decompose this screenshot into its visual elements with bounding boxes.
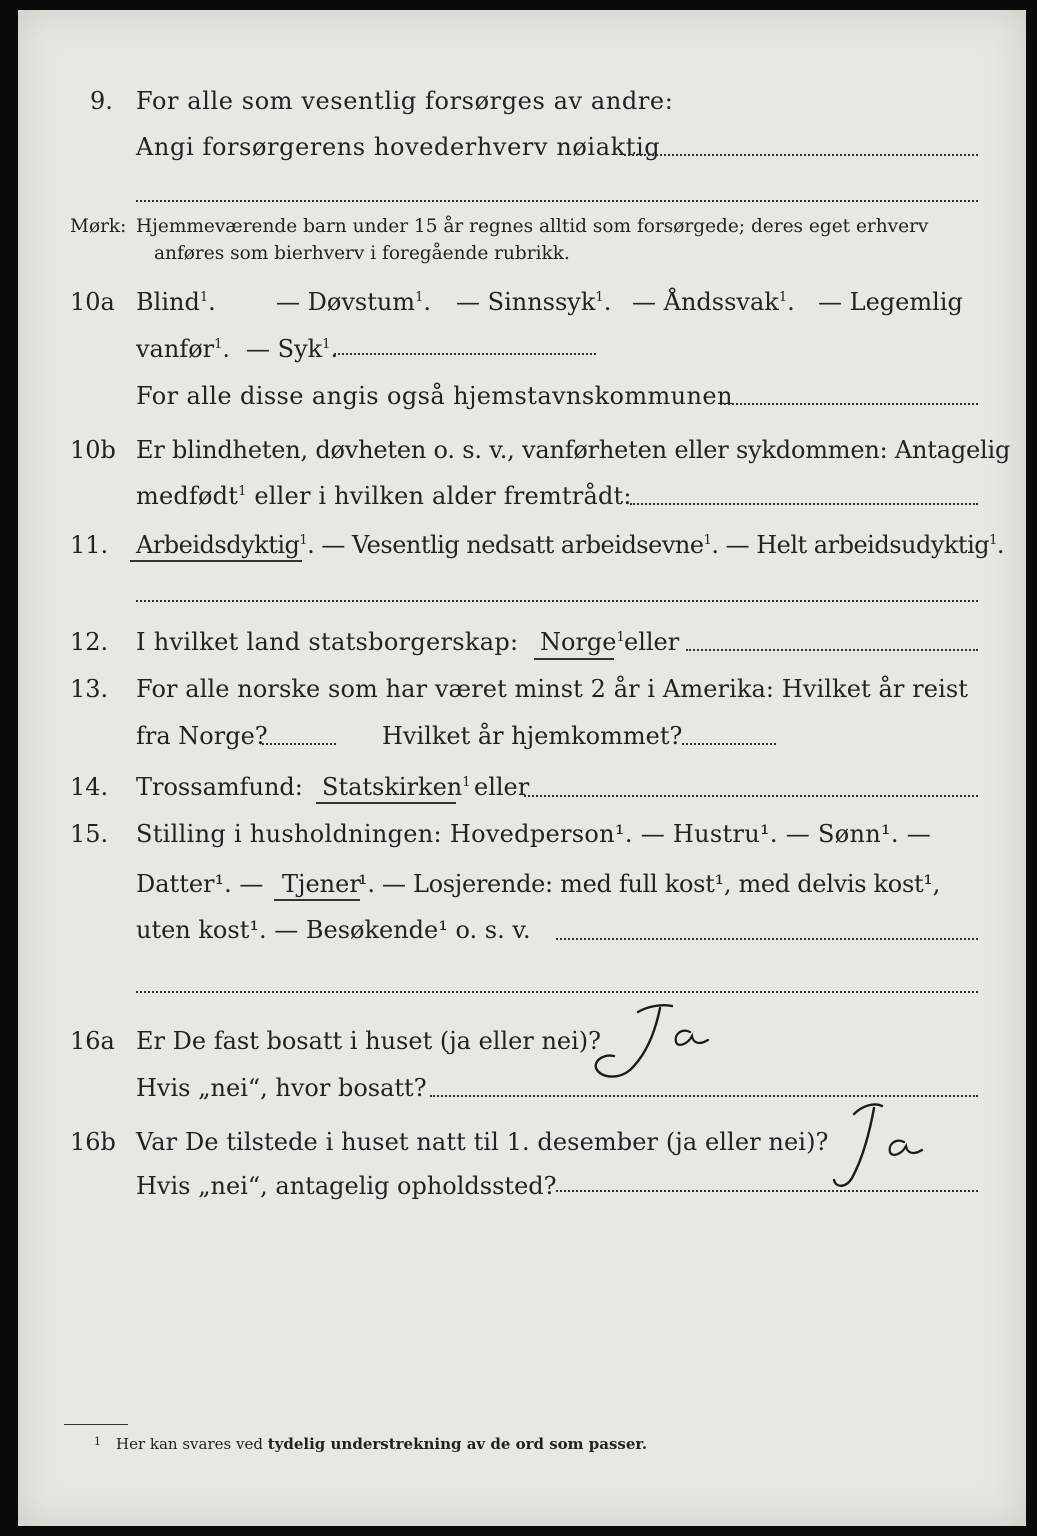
q9-number: 9. — [90, 87, 113, 115]
q10a-syk: — Syk$^1$. — [246, 335, 339, 363]
q13-hjemkommet: Hvilket år hjemkommet? — [382, 722, 683, 750]
q16a-line1: Er De fast bosatt i huset (ja eller nei)? — [136, 1027, 602, 1055]
q12-norge: Norge$^1$ — [540, 628, 625, 656]
q15-tjener-underline — [274, 899, 360, 901]
q10a-dovstum: — Døvstum$^1$. — [276, 288, 431, 316]
q13-fra-norge: fra Norge? — [136, 722, 268, 750]
q16b-handwritten-answer-ja — [826, 1092, 966, 1202]
q14-suffix: eller — [474, 773, 530, 801]
q14-statskirken: Statskirken$^1$ — [322, 773, 471, 801]
q16a-line2: Hvis „nei“, hvor bosatt? — [136, 1074, 427, 1102]
q11-answer-line — [136, 600, 978, 602]
q10a-andssvak: — Åndssvak$^1$. — [632, 288, 795, 316]
q12-suffix: eller — [624, 628, 680, 656]
q10b-answer-line — [630, 503, 978, 505]
q16b-line2: Hvis „nei“, antagelig opholdssted? — [136, 1172, 557, 1200]
q11-number: 11. — [70, 531, 109, 559]
q16b-number: 16b — [70, 1128, 116, 1156]
footnote-rule — [64, 1424, 128, 1425]
q16b-answer-line — [556, 1190, 978, 1192]
q10a-line3: For alle disse angis også hjemstavnskommunen — [136, 382, 733, 410]
q10a-vanfor: vanfør$^1$. — [136, 335, 231, 363]
footnote-text: Her kan svares ved tydelig understrekning av de ord som passer. — [116, 1435, 648, 1453]
q16a-handwritten-answer-ja — [578, 998, 758, 1088]
q13-hjemkommet-line — [682, 743, 776, 745]
mark-line1: Hjemmeværende barn under 15 år regnes alltid som forsørgede; deres eget erhverv — [136, 216, 929, 237]
q11-options: Arbeidsdyktig$^1$. — Vesentlig nedsatt arbeidsevne$^1$. — Helt arbeidsudyktig$^1$. — [136, 531, 1005, 559]
q14-prefix: Trossamfund: — [136, 773, 303, 801]
footnote-mark: 1 — [94, 1435, 101, 1448]
q15-answer-line-2 — [136, 991, 978, 993]
q10a-sinnssyk: — Sinnssyk$^1$. — [456, 288, 612, 316]
q12-prefix: I hvilket land statsborgerskap: — [136, 628, 519, 656]
q15-line3: uten kost¹. — Besøkende¹ o. s. v. — [136, 916, 531, 944]
q10b-line1: Er blindheten, døvheten o. s. v., vanførheten eller sykdommen: Antagelig — [136, 436, 1011, 464]
q15-line2-rest: ¹. — Losjerende: med full kost¹, med delvis kost¹, — [358, 870, 940, 898]
q11-arbeidsdyktig-underline — [130, 560, 302, 562]
q10a-legemlig: — Legemlig — [818, 288, 963, 316]
q10a-answer-line — [334, 353, 596, 355]
q9-answer-line-2 — [136, 200, 978, 202]
q10a-blind: Blind$^1$. — [136, 288, 216, 316]
q12-number: 12. — [70, 628, 109, 656]
q12-answer-line — [686, 649, 978, 651]
q15-number: 15. — [70, 820, 109, 848]
census-form-page — [18, 10, 1026, 1526]
q13-reist-line — [262, 743, 336, 745]
q9-line2: Angi forsørgerens hovederhverv nøiaktig — [136, 133, 661, 161]
q10b-line2: medfødt$^1$ eller i hvilken alder fremtrådt: — [136, 482, 632, 510]
q15-datter: Datter¹. — — [136, 870, 264, 898]
q15-answer-line — [556, 938, 978, 940]
q13-line1: For alle norske som har været minst 2 år i Amerika: Hvilket år reist — [136, 675, 969, 703]
q9-answer-line — [624, 154, 978, 156]
q10a-hjemstavn-line — [720, 403, 978, 405]
q10a-number: 10a — [70, 288, 115, 316]
q9-line1: For alle som vesentlig forsørges av andre: — [136, 87, 674, 115]
q15-line1: Stilling i husholdningen: Hovedperson¹. — Hustru¹. — Sønn¹. — — [136, 820, 932, 848]
q14-answer-line — [524, 795, 978, 797]
q16b-line1: Var De tilstede i huset natt til 1. desember (ja eller nei)? — [136, 1128, 829, 1156]
mark-line2: anføres som bierhverv i foregående rubrikk. — [154, 243, 570, 264]
q15-tjener: Tjener — [282, 870, 361, 898]
q10b-number: 10b — [70, 436, 116, 464]
q11-arbeidsdyktig: Arbeidsdyktig — [136, 531, 300, 559]
q14-number: 14. — [70, 773, 109, 801]
q12-norge-underline — [534, 658, 614, 660]
q13-number: 13. — [70, 675, 109, 703]
q16a-number: 16a — [70, 1027, 115, 1055]
mark-label: Mørk: — [70, 216, 127, 237]
q14-statskirken-underline — [316, 802, 456, 804]
